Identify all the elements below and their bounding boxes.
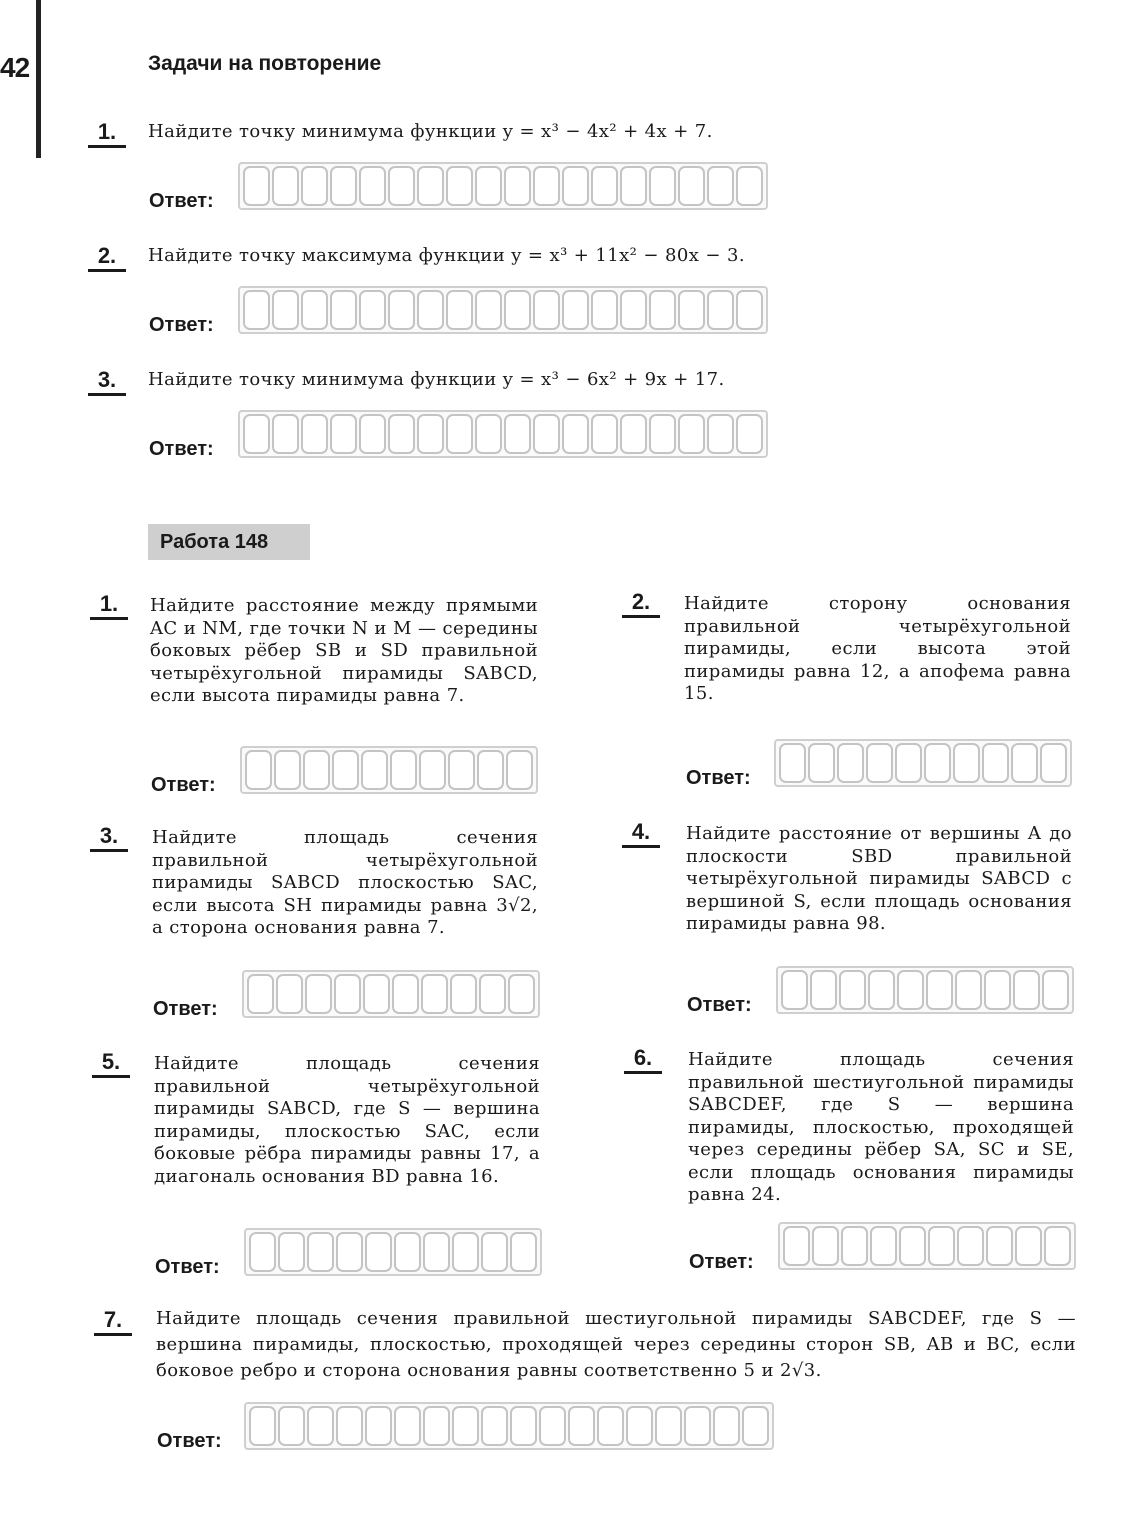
work-task-2-answer-boxes[interactable] <box>774 739 1072 787</box>
work-task-5-answer-label: Ответ: <box>155 1256 220 1278</box>
answer-cell[interactable] <box>957 1226 984 1266</box>
answer-cell[interactable] <box>591 290 618 330</box>
page-number: 42 <box>0 52 30 83</box>
work-task-4-text: Найдите расстояние от вершины A до плоскости SBD правильной четырёхугольной пирамиды SABCD с вершиной S, если площадь основания пирамиды равна 98. <box>686 823 1072 934</box>
answer-cell[interactable] <box>475 290 502 330</box>
answer-cell[interactable] <box>477 750 504 790</box>
answer-cell[interactable] <box>388 166 415 206</box>
work-task-7-answer-label: Ответ: <box>157 1430 222 1452</box>
answer-cell[interactable] <box>272 290 299 330</box>
work-task-3-answer-label: Ответ: <box>153 998 218 1020</box>
review-task-2-answer-boxes[interactable] <box>238 286 768 334</box>
answer-cell[interactable] <box>707 414 734 454</box>
work-task-6-answer-boxes[interactable] <box>778 1222 1076 1270</box>
answer-cell[interactable] <box>655 1406 682 1446</box>
review-task-1-answer-boxes[interactable] <box>238 162 768 210</box>
work-task-5-number: 5. <box>92 1050 130 1078</box>
answer-cell[interactable] <box>390 750 417 790</box>
answer-cell[interactable] <box>247 974 274 1014</box>
answer-cell[interactable] <box>736 290 763 330</box>
answer-cell[interactable] <box>394 1232 421 1272</box>
answer-cell[interactable] <box>924 743 951 783</box>
work-task-3-number: 3. <box>90 824 128 852</box>
answer-cell[interactable] <box>274 750 301 790</box>
answer-cell[interactable] <box>895 743 922 783</box>
work-task-6-number: 6. <box>624 1046 662 1074</box>
review-task-2-number: 2. <box>88 244 126 272</box>
answer-cell[interactable] <box>678 414 705 454</box>
work-task-7-number: 7. <box>94 1308 132 1336</box>
work-task-4-answer-label: Ответ: <box>687 994 752 1016</box>
answer-cell[interactable] <box>330 290 357 330</box>
answer-cell[interactable] <box>533 166 560 206</box>
answer-cell[interactable] <box>423 1232 450 1272</box>
answer-cell[interactable] <box>649 166 676 206</box>
answer-cell[interactable] <box>388 290 415 330</box>
answer-cell[interactable] <box>707 290 734 330</box>
answer-cell[interactable] <box>955 970 982 1010</box>
work-task-7-answer-boxes[interactable] <box>244 1402 774 1450</box>
work-task-5-answer-boxes[interactable] <box>244 1228 542 1276</box>
answer-cell[interactable] <box>626 1406 653 1446</box>
answer-cell[interactable] <box>810 970 837 1010</box>
work-task-2-text: Найдите сторону основания правильной четырёхугольной пирамиды, если высота этой пирамиды равна 12, а апофема равна 15. <box>684 593 1071 704</box>
answer-cell[interactable] <box>928 1226 955 1266</box>
answer-cell[interactable] <box>479 974 506 1014</box>
answer-cell[interactable] <box>1040 743 1067 783</box>
answer-cell[interactable] <box>272 166 299 206</box>
answer-cell[interactable] <box>684 1406 711 1446</box>
review-task-3-answer-boxes[interactable] <box>238 410 768 458</box>
answer-cell[interactable] <box>1015 1226 1042 1266</box>
answer-cell[interactable] <box>419 750 446 790</box>
answer-cell[interactable] <box>1013 970 1040 1010</box>
answer-cell[interactable] <box>446 166 473 206</box>
answer-cell[interactable] <box>510 1232 537 1272</box>
work-task-4-answer-boxes[interactable] <box>776 966 1074 1014</box>
answer-cell[interactable] <box>620 414 647 454</box>
answer-cell[interactable] <box>243 290 270 330</box>
answer-cell[interactable] <box>394 1406 421 1446</box>
work-task-2-answer-label: Ответ: <box>686 767 751 789</box>
answer-cell[interactable] <box>533 414 560 454</box>
answer-cell[interactable] <box>868 970 895 1010</box>
answer-cell[interactable] <box>562 414 589 454</box>
answer-cell[interactable] <box>336 1406 363 1446</box>
answer-cell[interactable] <box>249 1406 276 1446</box>
answer-cell[interactable] <box>305 974 332 1014</box>
answer-cell[interactable] <box>392 974 419 1014</box>
review-task-2-answer-label: Ответ: <box>149 314 214 336</box>
answer-cell[interactable] <box>359 166 386 206</box>
work-task-1-number: 1. <box>90 592 128 620</box>
answer-cell[interactable] <box>504 290 531 330</box>
answer-cell[interactable] <box>984 970 1011 1010</box>
answer-cell[interactable] <box>620 166 647 206</box>
answer-cell[interactable] <box>336 1232 363 1272</box>
review-task-1-answer-label: Ответ: <box>149 190 214 212</box>
answer-cell[interactable] <box>870 1226 897 1266</box>
answer-cell[interactable] <box>475 414 502 454</box>
work-task-6-text: Найдите площадь сечения правильной шестиугольной пирамиды SABCDEF, где S — вершина пирамиды, плоскостью, проходящей через середины рёбер SA, SC и SE, если площадь основания пирамиды равна 24. <box>688 1049 1074 1205</box>
answer-cell[interactable] <box>307 1232 334 1272</box>
answer-cell[interactable] <box>330 166 357 206</box>
answer-cell[interactable] <box>475 166 502 206</box>
answer-cell[interactable] <box>899 1226 926 1266</box>
review-task-2-text: Найдите точку максимума функции y = x³ + 11x² − 80x − 3. <box>148 245 745 266</box>
answer-cell[interactable] <box>334 974 361 1014</box>
answer-cell[interactable] <box>591 414 618 454</box>
answer-cell[interactable] <box>591 166 618 206</box>
answer-cell[interactable] <box>808 743 835 783</box>
answer-cell[interactable] <box>812 1226 839 1266</box>
section-title: Задачи на повторение <box>148 52 382 75</box>
answer-cell[interactable] <box>359 414 386 454</box>
answer-cell[interactable] <box>330 414 357 454</box>
answer-cell[interactable] <box>649 290 676 330</box>
answer-cell[interactable] <box>562 290 589 330</box>
answer-cell[interactable] <box>837 743 864 783</box>
answer-cell[interactable] <box>1044 1226 1071 1266</box>
work-task-1-answer-boxes[interactable] <box>240 746 538 794</box>
answer-cell[interactable] <box>452 1232 479 1272</box>
answer-cell[interactable] <box>481 1232 508 1272</box>
answer-cell[interactable] <box>568 1406 595 1446</box>
answer-cell[interactable] <box>841 1226 868 1266</box>
work-task-1-text: Найдите расстояние между прямыми AC и NM, где точки N и M — середины боковых рёбер SB и SD правильной четырёхугольной пирамиды SABCD, если высота пирамиды равна 7. <box>150 595 538 706</box>
answer-cell[interactable] <box>742 1406 769 1446</box>
answer-cell[interactable] <box>303 750 330 790</box>
answer-cell[interactable] <box>533 290 560 330</box>
answer-cell[interactable] <box>779 743 806 783</box>
work-title-badge: Работа 148 <box>148 524 310 560</box>
answer-cell[interactable] <box>897 970 924 1010</box>
answer-cell[interactable] <box>649 414 676 454</box>
answer-cell[interactable] <box>421 974 448 1014</box>
answer-cell[interactable] <box>417 166 444 206</box>
answer-cell[interactable] <box>363 974 390 1014</box>
answer-cell[interactable] <box>866 743 893 783</box>
review-task-3-answer-label: Ответ: <box>149 438 214 460</box>
review-task-3-number: 3. <box>88 368 126 396</box>
answer-cell[interactable] <box>678 166 705 206</box>
work-task-7-text: Найдите площадь сечения правильной шестиугольной пирамиды SABCDEF, где S — вершина пирамиды, плоскостью, проходящей через середины сторон SB, AB и BC, если боковое ребро и сторона основания равны соответственно 5 и 2√3. <box>156 1308 1076 1381</box>
answer-cell[interactable] <box>783 1226 810 1266</box>
answer-cell[interactable] <box>301 166 328 206</box>
answer-cell[interactable] <box>539 1406 566 1446</box>
answer-cell[interactable] <box>926 970 953 1010</box>
answer-cell[interactable] <box>620 290 647 330</box>
answer-cell[interactable] <box>562 166 589 206</box>
answer-cell[interactable] <box>361 750 388 790</box>
work-task-5-text: Найдите площадь сечения правильной четырёхугольной пирамиды SABCD, где S — вершина пирамиды, плоскостью SAC, если боковые рёбра пирамиды равны 17, а диагональ основания BD равна 16. <box>154 1053 540 1187</box>
answer-cell[interactable] <box>272 414 299 454</box>
work-task-6-answer-label: Ответ: <box>689 1251 754 1273</box>
answer-cell[interactable] <box>839 970 866 1010</box>
answer-cell[interactable] <box>986 1226 1013 1266</box>
answer-cell[interactable] <box>450 974 477 1014</box>
answer-cell[interactable] <box>508 974 535 1014</box>
answer-cell[interactable] <box>446 414 473 454</box>
answer-cell[interactable] <box>417 414 444 454</box>
answer-cell[interactable] <box>506 750 533 790</box>
answer-cell[interactable] <box>452 1406 479 1446</box>
answer-cell[interactable] <box>388 414 415 454</box>
answer-cell[interactable] <box>278 1406 305 1446</box>
answer-cell[interactable] <box>276 974 303 1014</box>
answer-cell[interactable] <box>510 1406 537 1446</box>
answer-cell[interactable] <box>365 1406 392 1446</box>
answer-cell[interactable] <box>781 970 808 1010</box>
answer-cell[interactable] <box>504 166 531 206</box>
answer-cell[interactable] <box>678 290 705 330</box>
review-task-1-text: Найдите точку минимума функции y = x³ − 4x² + 4x + 7. <box>148 121 713 142</box>
answer-cell[interactable] <box>301 290 328 330</box>
answer-cell[interactable] <box>736 414 763 454</box>
work-task-3-answer-boxes[interactable] <box>242 970 540 1018</box>
answer-cell[interactable] <box>278 1232 305 1272</box>
answer-cell[interactable] <box>1042 970 1069 1010</box>
answer-cell[interactable] <box>359 290 386 330</box>
answer-cell[interactable] <box>446 290 473 330</box>
answer-cell[interactable] <box>982 743 1009 783</box>
answer-cell[interactable] <box>417 290 444 330</box>
answer-cell[interactable] <box>307 1406 334 1446</box>
answer-cell[interactable] <box>736 166 763 206</box>
answer-cell[interactable] <box>423 1406 450 1446</box>
answer-cell[interactable] <box>243 414 270 454</box>
work-task-4-number: 4. <box>622 820 660 848</box>
work-task-3-text: Найдите площадь сечения правильной четырёхугольной пирамиды SABCD плоскостью SAC, если высота SH пирамиды равна 3√2, а сторона основания равна 7. <box>152 827 538 938</box>
answer-cell[interactable] <box>245 750 272 790</box>
answer-cell[interactable] <box>249 1232 276 1272</box>
answer-cell[interactable] <box>243 166 270 206</box>
answer-cell[interactable] <box>448 750 475 790</box>
review-task-1-number: 1. <box>88 120 126 148</box>
answer-cell[interactable] <box>504 414 531 454</box>
answer-cell[interactable] <box>365 1232 392 1272</box>
answer-cell[interactable] <box>713 1406 740 1446</box>
answer-cell[interactable] <box>597 1406 624 1446</box>
margin-bar <box>36 0 41 158</box>
work-task-2-number: 2. <box>622 590 660 618</box>
answer-cell[interactable] <box>301 414 328 454</box>
work-task-1-answer-label: Ответ: <box>151 774 216 796</box>
answer-cell[interactable] <box>332 750 359 790</box>
answer-cell[interactable] <box>1011 743 1038 783</box>
answer-cell[interactable] <box>707 166 734 206</box>
review-task-3-text: Найдите точку минимума функции y = x³ − 6x² + 9x + 17. <box>148 369 725 390</box>
answer-cell[interactable] <box>953 743 980 783</box>
answer-cell[interactable] <box>481 1406 508 1446</box>
